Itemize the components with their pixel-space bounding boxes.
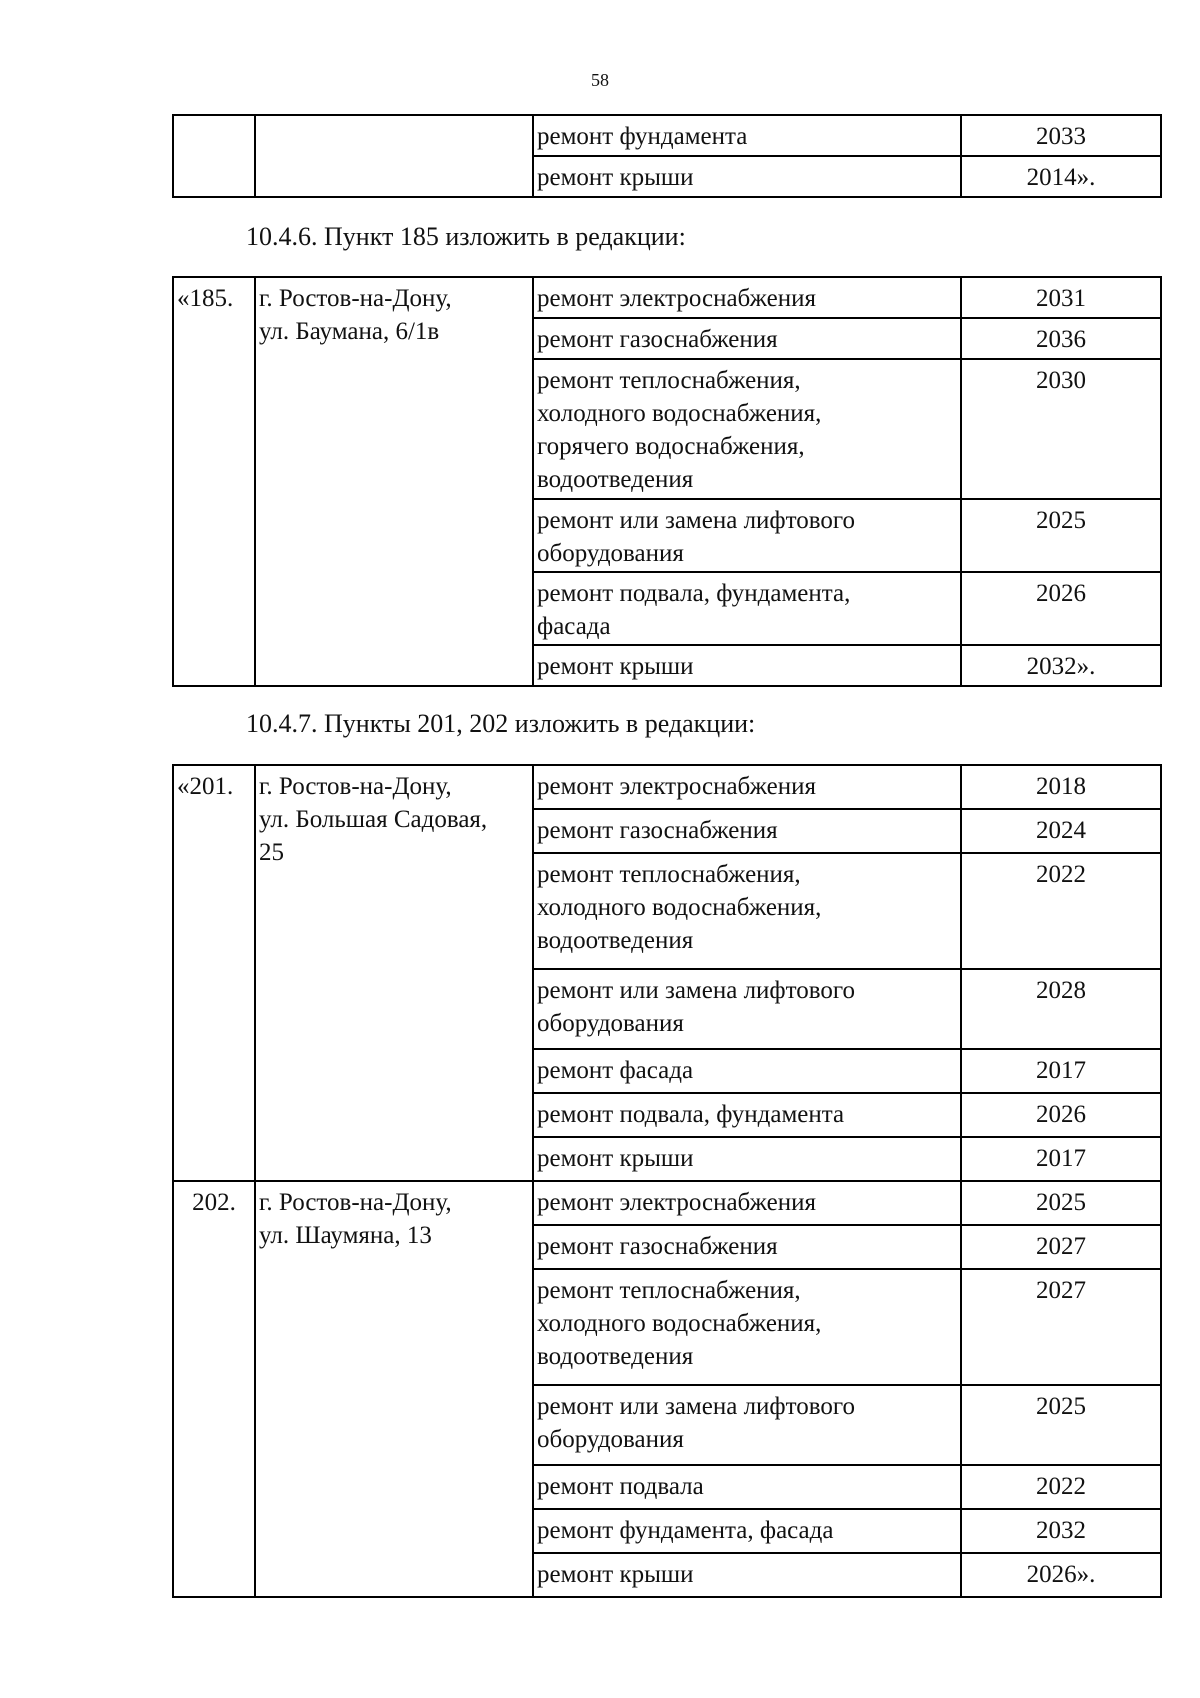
work-cell: ремонт или замена лифтового оборудования — [533, 969, 961, 1049]
year-cell: 2017 — [961, 1049, 1161, 1093]
year-cell: 2031 — [961, 277, 1161, 318]
year-cell: 2032». — [961, 645, 1161, 686]
year-cell: 2025 — [961, 1181, 1161, 1225]
address-cell: г. Ростов-на-Дону, ул. Баумана, 6/1в — [255, 277, 533, 686]
address-cell: г. Ростов-на-Дону, ул. Большая Садовая, 25 — [255, 765, 533, 1181]
work-cell: ремонт фундамента — [533, 115, 961, 156]
year-cell: 2025 — [961, 1385, 1161, 1465]
work-cell: ремонт теплоснабжения, холодного водоснабжения, водоотведения — [533, 1269, 961, 1385]
year-cell: 2026». — [961, 1553, 1161, 1597]
year-cell: 2030 — [961, 359, 1161, 499]
year-cell: 2026 — [961, 572, 1161, 645]
work-cell: ремонт подвала — [533, 1465, 961, 1509]
work-cell: ремонт газоснабжения — [533, 318, 961, 359]
work-cell: ремонт или замена лифтового оборудования — [533, 499, 961, 572]
year-cell: 2027 — [961, 1269, 1161, 1385]
work-cell: ремонт или замена лифтового оборудования — [533, 1385, 961, 1465]
year-cell: 2014». — [961, 156, 1161, 197]
address-cell: г. Ростов-на-Дону, ул. Шаумяна, 13 — [255, 1181, 533, 1597]
year-cell: 2018 — [961, 765, 1161, 809]
year-cell: 2027 — [961, 1225, 1161, 1269]
paragraph-10-4-6: 10.4.6. Пункт 185 изложить в редакции: — [246, 222, 686, 251]
table-row — [173, 765, 1161, 809]
work-cell: ремонт теплоснабжения, холодного водоснабжения, горячего водоснабжения, водоотведения — [533, 359, 961, 499]
year-cell: 2033 — [961, 115, 1161, 156]
table-row — [173, 115, 1161, 156]
item-number-cell: «185. — [173, 277, 255, 686]
work-cell: ремонт крыши — [533, 645, 961, 686]
year-cell: 2036 — [961, 318, 1161, 359]
year-cell: 2022 — [961, 1465, 1161, 1509]
year-cell: 2026 — [961, 1093, 1161, 1137]
item-number-cell: 202. — [173, 1181, 255, 1597]
table-items-201-202 — [172, 764, 1162, 1598]
year-cell: 2028 — [961, 969, 1161, 1049]
work-cell: ремонт газоснабжения — [533, 1225, 961, 1269]
table-row — [173, 1181, 1161, 1225]
table-continuation — [172, 114, 1162, 198]
work-cell: ремонт фундамента, фасада — [533, 1509, 961, 1553]
year-cell: 2017 — [961, 1137, 1161, 1181]
address-cell — [255, 115, 533, 197]
page-number: 58 — [591, 70, 609, 90]
work-cell: ремонт электроснабжения — [533, 1181, 961, 1225]
year-cell: 2025 — [961, 499, 1161, 572]
table-row — [173, 277, 1161, 318]
year-cell: 2024 — [961, 809, 1161, 853]
work-cell: ремонт крыши — [533, 1553, 961, 1597]
item-number-cell: «201. — [173, 765, 255, 1181]
work-cell: ремонт подвала, фундамента — [533, 1093, 961, 1137]
work-cell: ремонт электроснабжения — [533, 277, 961, 318]
year-cell: 2032 — [961, 1509, 1161, 1553]
item-number-cell — [173, 115, 255, 197]
work-cell: ремонт крыши — [533, 1137, 961, 1181]
work-cell: ремонт теплоснабжения, холодного водоснабжения, водоотведения — [533, 853, 961, 969]
paragraph-10-4-7: 10.4.7. Пункты 201, 202 изложить в редакции: — [246, 709, 756, 738]
work-cell: ремонт электроснабжения — [533, 765, 961, 809]
table-item-185 — [172, 276, 1162, 687]
work-cell: ремонт фасада — [533, 1049, 961, 1093]
work-cell: ремонт газоснабжения — [533, 809, 961, 853]
work-cell: ремонт крыши — [533, 156, 961, 197]
year-cell: 2022 — [961, 853, 1161, 969]
work-cell: ремонт подвала, фундамента, фасада — [533, 572, 961, 645]
